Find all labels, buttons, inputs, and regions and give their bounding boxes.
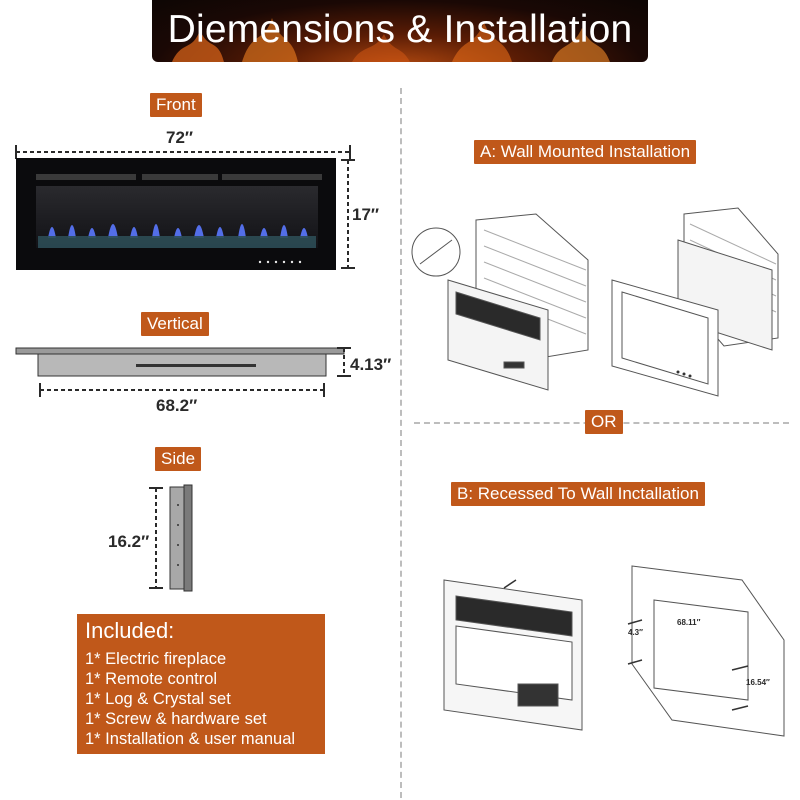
recessed-top-label: 4.3″ [628, 628, 643, 637]
recessed-label: B: Recessed To Wall Inctallation [451, 482, 705, 506]
front-fireplace-image [16, 158, 336, 270]
recessed-width-label: 68.11″ [677, 618, 701, 627]
recessed-height-label: 16.54″ [746, 678, 770, 687]
vertical-label: Vertical [141, 312, 209, 336]
included-heading: Included: [85, 618, 175, 643]
page-title: Diemensions & Installation [167, 8, 633, 51]
wall-mounted-label: A: Wall Mounted Installation [474, 140, 696, 164]
side-height-label: 16.2″ [108, 532, 150, 551]
list-item: 1* Log & Crystal set [85, 690, 231, 708]
list-item: 1* Electric fireplace [85, 650, 227, 668]
vertical-width-label: 68.2″ [156, 396, 198, 415]
side-label: Side [155, 447, 201, 471]
vertical-divider [400, 88, 402, 798]
front-width-label: 72″ [166, 128, 194, 147]
recessed-diagram [432, 560, 792, 740]
included-box [77, 614, 325, 754]
title-banner [152, 0, 648, 62]
included-list [85, 649, 295, 749]
front-height-label: 17″ [352, 205, 380, 224]
side-view-image [168, 485, 198, 593]
list-item: 1* Installation & user manual [85, 730, 296, 748]
wall-mounted-diagram [408, 200, 778, 410]
list-item: 1* Remote control [85, 670, 218, 688]
vertical-top-view-image [16, 348, 346, 378]
or-label: OR [585, 410, 623, 434]
front-label: Front [150, 93, 202, 117]
vertical-depth-label: 4.13″ [350, 355, 392, 374]
list-item: 1* Screw & hardware set [85, 710, 267, 728]
